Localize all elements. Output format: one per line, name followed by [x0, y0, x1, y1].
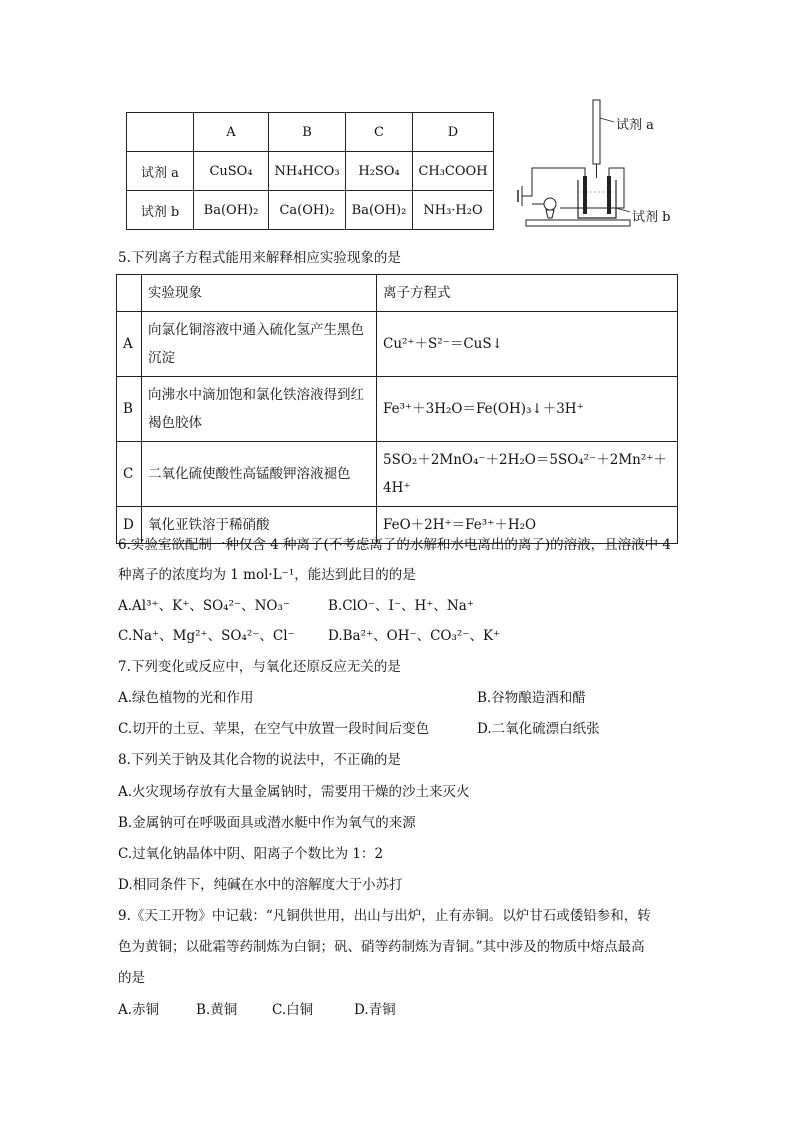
q7-stem: 7.下列变化或反应中，与氧化还原反应无关的是: [118, 659, 401, 675]
row-label: 试剂 a: [127, 152, 194, 191]
table-row: [117, 377, 678, 442]
q7-option-d: D.二氧化硫漂白纸张: [477, 721, 600, 737]
table-header-cell: A: [194, 113, 269, 152]
label-b-leader: [616, 208, 630, 212]
label-reagent-a: 试剂 a: [616, 118, 654, 133]
table-cell: NH₃·H₂O: [413, 191, 494, 230]
row-label: 试剂 b: [127, 191, 194, 230]
phenomenon-cell: 向氯化铜溶液中通入硫化氢产生黑色沉淀: [142, 312, 377, 377]
q7-option-b: B.谷物酿造酒和醋: [477, 690, 586, 706]
q6-option-b: B.ClO⁻、I⁻、H⁺、Na⁺: [328, 598, 474, 614]
wire-left: [522, 168, 585, 196]
q5-stem: 5.下列离子方程式能用来解释相应实验现象的是: [118, 250, 401, 266]
q6-stem-line1: 6.实验室欲配制一种仅含 4 种离子(不考虑离子的水解和水电离出的离子)的溶液，且溶液中 4: [118, 537, 671, 553]
equation-cell: FeO＋2H⁺＝Fe³⁺＋H₂O: [377, 507, 678, 544]
q6-option-a: A.Al³⁺、K⁺、SO₄²⁻、NO₃⁻: [118, 598, 291, 614]
table-cell: Ba(OH)₂: [194, 191, 269, 230]
table-header-cell: [127, 113, 194, 152]
q9-stem-line1: 9.《天工开物》中记载：“凡铜供世用，出山与出炉，止有赤铜。以炉甘石或倭铅参和，转: [118, 908, 651, 924]
q9-stem-line2: 色为黄铜；以砒霜等药制炼为白铜；矾、硝等药制炼为青铜。”其中涉及的物质中熔点最高: [118, 939, 645, 955]
table-header-cell: B: [269, 113, 346, 152]
equation-cell: Cu²⁺＋S²⁻＝CuS↓: [377, 312, 678, 377]
table-cell: H₂SO₄: [346, 152, 413, 191]
table-cell: CH₃COOH: [413, 152, 494, 191]
q8-option-d: D.相同条件下，纯碱在水中的溶解度大于小苏打: [118, 877, 403, 893]
table-row: [117, 312, 678, 377]
option-letter: A: [117, 312, 142, 377]
q6-stem-line2: 种离子的浓度均为 1 mol·L⁻¹，能达到此目的的是: [118, 567, 416, 583]
q9-stem-line3: 的是: [118, 970, 145, 986]
q7-option-a: A.绿色植物的光和作用: [118, 690, 254, 706]
table-header-row: [127, 113, 494, 152]
phenomenon-cell: 向沸水中滴加饱和氯化铁溶液得到红褐色胶体: [142, 377, 377, 442]
q6-option-d: D.Ba²⁺、OH⁻、CO₃²⁻、K⁺: [328, 628, 501, 644]
table-cell: NH₄HCO₃: [269, 152, 346, 191]
q8-option-a: A.火灾现场存放有大量金属钠时，需要用干燥的沙土来灭火: [118, 784, 470, 800]
q9-option-a: A.赤铜: [118, 1002, 160, 1018]
table-header-cell: 离子方程式: [377, 275, 678, 312]
option-letter: C: [117, 442, 142, 507]
q9-option-c: C.白铜: [272, 1002, 314, 1018]
phenomenon-cell: 二氧化硫使酸性高锰酸钾溶液褪色: [142, 442, 377, 507]
phenomenon-cell: 氧化亚铁溶于稀硝酸: [142, 507, 377, 544]
wire-right: [560, 168, 624, 208]
table-cell: Ca(OH)₂: [269, 191, 346, 230]
equation-cell: Fe³⁺＋3H₂O＝Fe(OH)₃↓＋3H⁺: [377, 377, 678, 442]
label-a-leader: [600, 118, 614, 122]
table-header-cell: [117, 275, 142, 312]
table-header-cell: C: [346, 113, 413, 152]
reagent-table: [126, 112, 494, 230]
q8-stem: 8.下列关于钠及其化合物的说法中，不正确的是: [118, 752, 401, 768]
conductivity-apparatus: [512, 96, 682, 236]
q6-option-c: C.Na⁺、Mg²⁺、SO₄²⁻、Cl⁻: [118, 628, 295, 644]
table-row: [127, 152, 494, 191]
label-reagent-b: 试剂 b: [632, 210, 671, 225]
bulb-base: [546, 210, 554, 218]
bulb-icon: [544, 198, 556, 210]
q8-option-b: B.金属钠可在呼吸面具或潜水艇中作为氧气的来源: [118, 815, 416, 831]
burette: [593, 100, 600, 164]
table-row: [117, 442, 678, 507]
q8-option-c: C.过氧化钠晶体中阴、阳离子个数比为 1：2: [118, 846, 384, 862]
base: [526, 220, 630, 226]
table-cell: Ba(OH)₂: [346, 191, 413, 230]
table-cell: CuSO₄: [194, 152, 269, 191]
q9-option-b: B.黄铜: [196, 1002, 238, 1018]
table-header-cell: 实验现象: [142, 275, 377, 312]
table-row: [127, 191, 494, 230]
q5-table: [116, 274, 678, 544]
q7-option-c: C.切开的土豆、苹果，在空气中放置一段时间后变色: [118, 721, 430, 737]
table-header-cell: D: [413, 113, 494, 152]
equation-cell: 5SO₂＋2MnO₄⁻＋2H₂O＝5SO₄²⁻＋2Mn²⁺＋4H⁺: [377, 442, 678, 507]
option-letter: B: [117, 377, 142, 442]
q9-option-d: D.青铜: [354, 1002, 396, 1018]
table-header-row: [117, 275, 678, 312]
option-letter: D: [117, 507, 142, 544]
